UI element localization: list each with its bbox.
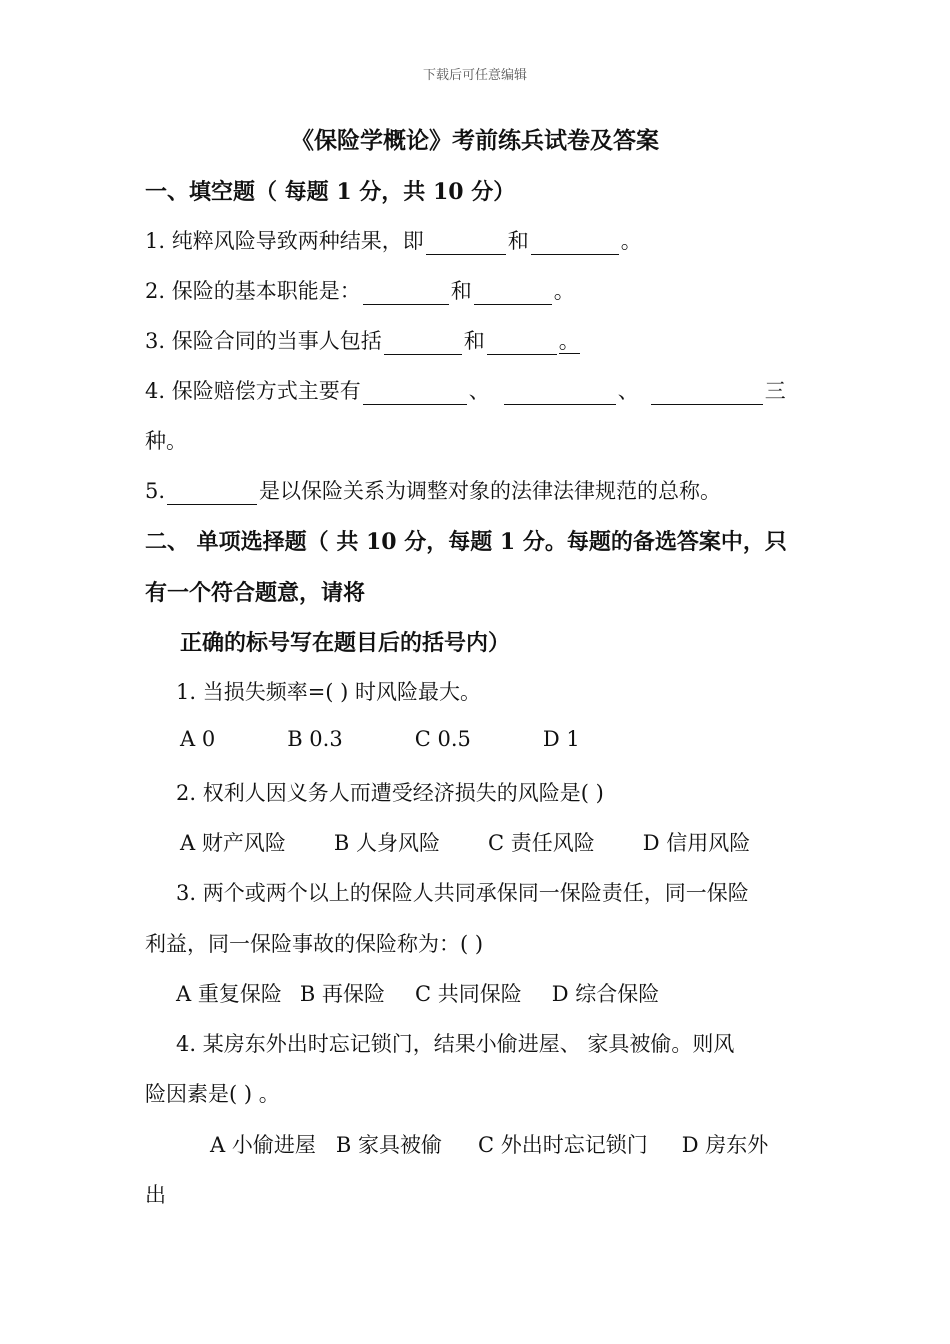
- choice-question-3-stem-wrap: 利益，同一保险事故的保险称为：( ): [145, 932, 484, 956]
- answer-blank: [487, 333, 557, 355]
- fill-question-4: 4. 保险赔偿方式主要有 、 、 三: [145, 379, 786, 403]
- option-a: A 重复保险: [176, 982, 282, 1006]
- option-c: C 责任风险: [487, 831, 595, 855]
- section-1-heading: 一、填空题（ 每题 1 分，共 10 分）: [145, 179, 516, 205]
- option-a: A 小偷进屋: [210, 1133, 316, 1157]
- choice-question-4-options-wrap: 出: [145, 1183, 166, 1207]
- option-a: A 财产风险: [180, 831, 286, 855]
- answer-blank: [504, 383, 616, 405]
- option-d: D 综合保险: [551, 982, 660, 1006]
- option-b: B 再保险: [299, 982, 385, 1006]
- section-2-heading-line-2: 有一个符合题意，请将: [145, 580, 366, 606]
- choice-question-2-options: [180, 827, 750, 857]
- option-a: A 0: [180, 727, 216, 751]
- choice-question-4-stem-wrap: 险因素是( ) 。: [145, 1082, 280, 1106]
- option-c: C 外出时忘记锁门: [477, 1133, 648, 1157]
- choice-question-4-stem: 4. 某房东外出时忘记锁门，结果小偷进屋、 家具被偷。则风: [176, 1032, 735, 1056]
- section-2-heading: 二、 单项选择题（ 共 10 分，每题 1 分。每题的备选答案中，只: [145, 529, 787, 555]
- choice-question-2-stem: 2. 权利人因义务人而遭受经济损失的风险是( ): [176, 781, 604, 805]
- fill-question-1: 1. 纯粹风险导致两种结果，即 和 。: [145, 229, 642, 253]
- section-2-heading-line-3: 正确的标号写在题目后的括号内）: [180, 630, 511, 656]
- answer-blank: [426, 233, 506, 255]
- choice-question-4-options: [210, 1129, 768, 1159]
- page-header: 下载后可任意编辑: [422, 68, 527, 83]
- choice-question-1-options: [180, 727, 580, 751]
- option-d: D 房东外: [681, 1133, 769, 1157]
- answer-blank: [651, 383, 763, 405]
- answer-blank: [384, 333, 462, 355]
- fill-question-3: 3. 保险合同的当事人包括 和 。: [145, 329, 580, 353]
- choice-question-1-stem: 1. 当损失频率=( ) 时风险最大。: [176, 680, 482, 704]
- answer-blank: [167, 483, 257, 505]
- option-b: B 0.3: [287, 727, 343, 751]
- answer-blank: [363, 283, 449, 305]
- fill-question-5: 5. 是以保险关系为调整对象的法律法律规范的总称。: [145, 479, 722, 503]
- option-d: D 信用风险: [642, 831, 751, 855]
- page-title: 《保险学概论》考前练兵试卷及答案: [291, 127, 659, 154]
- option-b: B 家具被偷: [335, 1133, 442, 1157]
- choice-question-3-options: [176, 978, 659, 1008]
- answer-blank: [474, 283, 552, 305]
- option-d: D 1: [542, 727, 580, 751]
- option-c: C 0.5: [414, 727, 471, 751]
- option-b: B 人身风险: [333, 831, 440, 855]
- choice-question-3-stem: 3. 两个或两个以上的保险人共同承保同一保险责任，同一保险: [176, 881, 749, 905]
- answer-blank: [363, 383, 467, 405]
- answer-blank: [531, 233, 619, 255]
- fill-question-2: 2. 保险的基本职能是： 和 。: [145, 279, 575, 303]
- fill-question-4-wrap: 种。: [145, 429, 187, 453]
- option-c: C 共同保险: [414, 982, 522, 1006]
